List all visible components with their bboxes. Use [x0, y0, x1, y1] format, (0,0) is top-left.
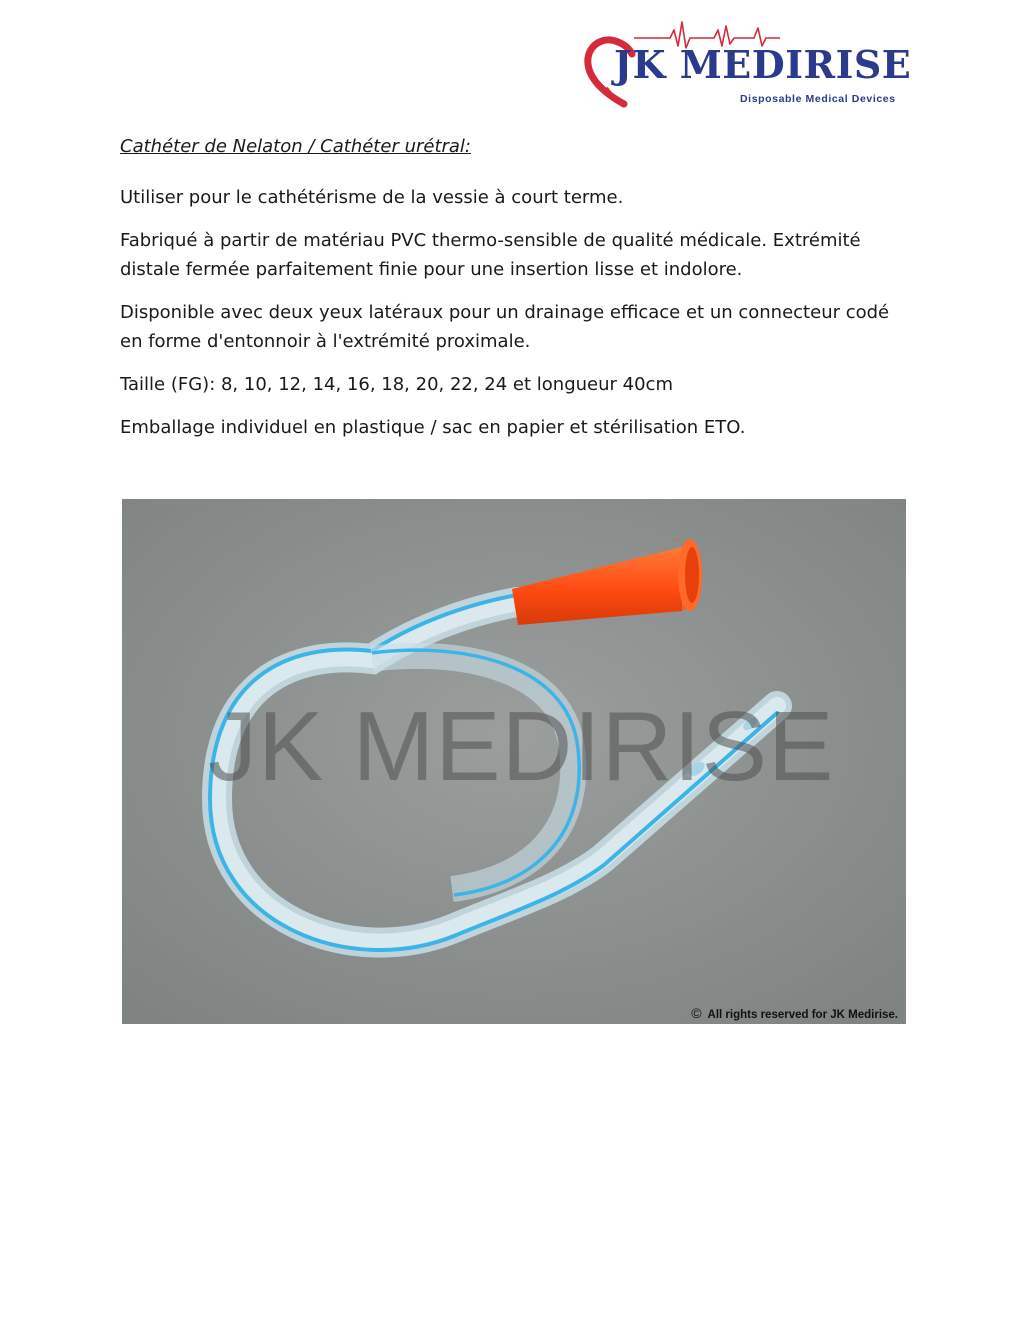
logo-tagline: Disposable Medical Devices — [740, 93, 896, 105]
paragraph-features: Disponible avec deux yeux latéraux pour un drainage efficace et un connecteur codé en forme d'entonnoir à l'extrémité proximale. — [120, 302, 890, 352]
paragraph-usage: Utiliser pour le cathétérisme de la vessie à court terme. — [120, 187, 624, 208]
paragraph-sizes: Taille (FG): 8, 10, 12, 14, 16, 18, 20, 22, 24 et longueur 40cm — [120, 374, 673, 395]
copyright-text: All rights reserved for JK Medirise. — [707, 1009, 898, 1021]
paragraph-material: Fabriqué à partir de matériau PVC thermo-sensible de qualité médicale. Extrémité distale fermée parfaitement finie pour une insertion lisse et indolore. — [120, 230, 861, 280]
company-logo — [584, 18, 912, 110]
photo-watermark: JK MEDIRISE — [208, 691, 835, 801]
document-body — [120, 133, 910, 456]
paragraph-packaging: Emballage individuel en plastique / sac en papier et stérilisation ETO. — [120, 417, 746, 438]
copyright-notice — [691, 1005, 898, 1021]
product-photo — [122, 499, 906, 1024]
document-title: Cathéter de Nelaton / Cathéter urétral: — [120, 136, 471, 157]
logo-wordmark: JK MEDIRISE — [614, 42, 912, 87]
copyright-icon: © — [691, 1005, 702, 1021]
